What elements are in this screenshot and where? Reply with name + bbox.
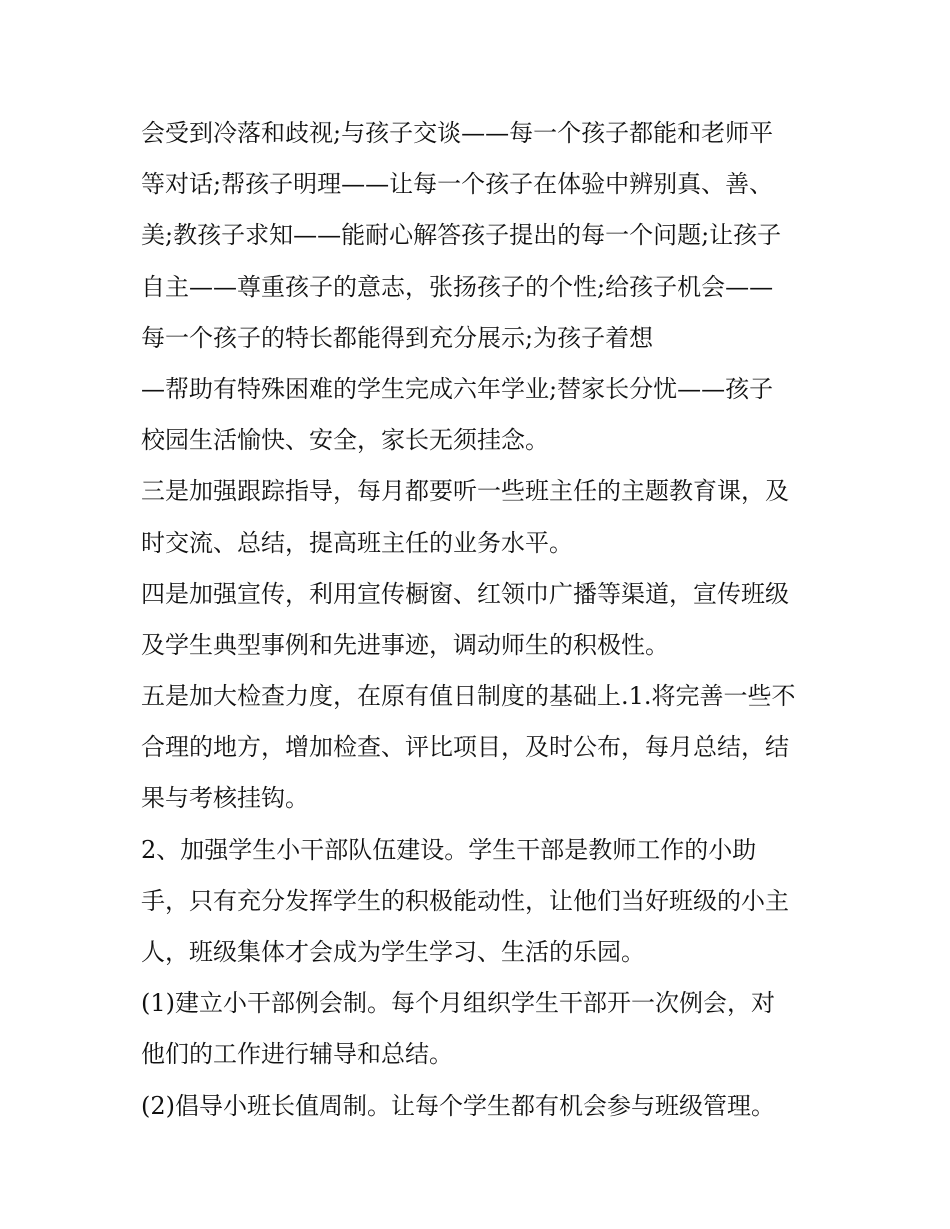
text-line-19: 他们的工作进行辅导和总结。 — [141, 1040, 453, 1069]
text-line-10: 四是加强宣传，利用宣传橱窗、红领巾广播等渠道，宣传班级 — [141, 579, 789, 608]
text-line-17: 人，班级集体才会成为学生学习、生活的乐园。 — [141, 938, 645, 966]
text-line-16: 手，只有充分发挥学生的积极能动性，让他们当好班级的小主 — [141, 886, 789, 915]
text-line-12: 五是加大检查力度，在原有值日制度的基础上.1.将完善一些不 — [141, 682, 796, 711]
document-body — [141, 108, 821, 1132]
text-line-2: 等对话;帮孩子明理——让每一个孩子在体验中辨别真、善、 — [141, 170, 774, 199]
text-line-15: 2、加强学生小干部队伍建设。学生干部是教师工作的小助 — [141, 835, 757, 864]
text-line-8: 三是加强跟踪指导，每月都要听一些班主任的主题教育课，及 — [141, 477, 789, 506]
text-line-13: 合理的地方，增加检查、评比项目，及时公布，每月总结，结 — [141, 733, 789, 762]
text-line-4: 自主——尊重孩子的意志，张扬孩子的个性;给孩子机会—— — [141, 272, 774, 301]
text-line-14: 果与考核挂钩。 — [141, 784, 309, 813]
text-line-9: 时交流、总结，提高班主任的业务水平。 — [141, 528, 573, 557]
text-line-7: 校园生活愉快、安全，家长无须挂念。 — [141, 426, 549, 455]
text-line-1: 会受到冷落和歧视;与孩子交谈——每一个孩子都能和老师平 — [141, 119, 774, 147]
text-line-11: 及学生典型事例和先进事迹，调动师生的积极性。 — [141, 630, 669, 659]
text-line-5: 每一个孩子的特长都能得到充分展示;为孩子着想 — [141, 323, 654, 352]
text-line-20: (2)倡导小班长值周制。让每个学生都有机会参与班级管理。 — [141, 1091, 775, 1120]
text-line-18: (1)建立小干部例会制。每个月组织学生干部开一次例会，对 — [141, 989, 775, 1018]
text-line-6: —帮助有特殊困难的学生完成六年学业;替家长分忧——孩子 — [141, 374, 774, 403]
text-line-3: 美;教孩子求知——能耐心解答孩子提出的每一个问题;让孩子 — [141, 221, 782, 250]
